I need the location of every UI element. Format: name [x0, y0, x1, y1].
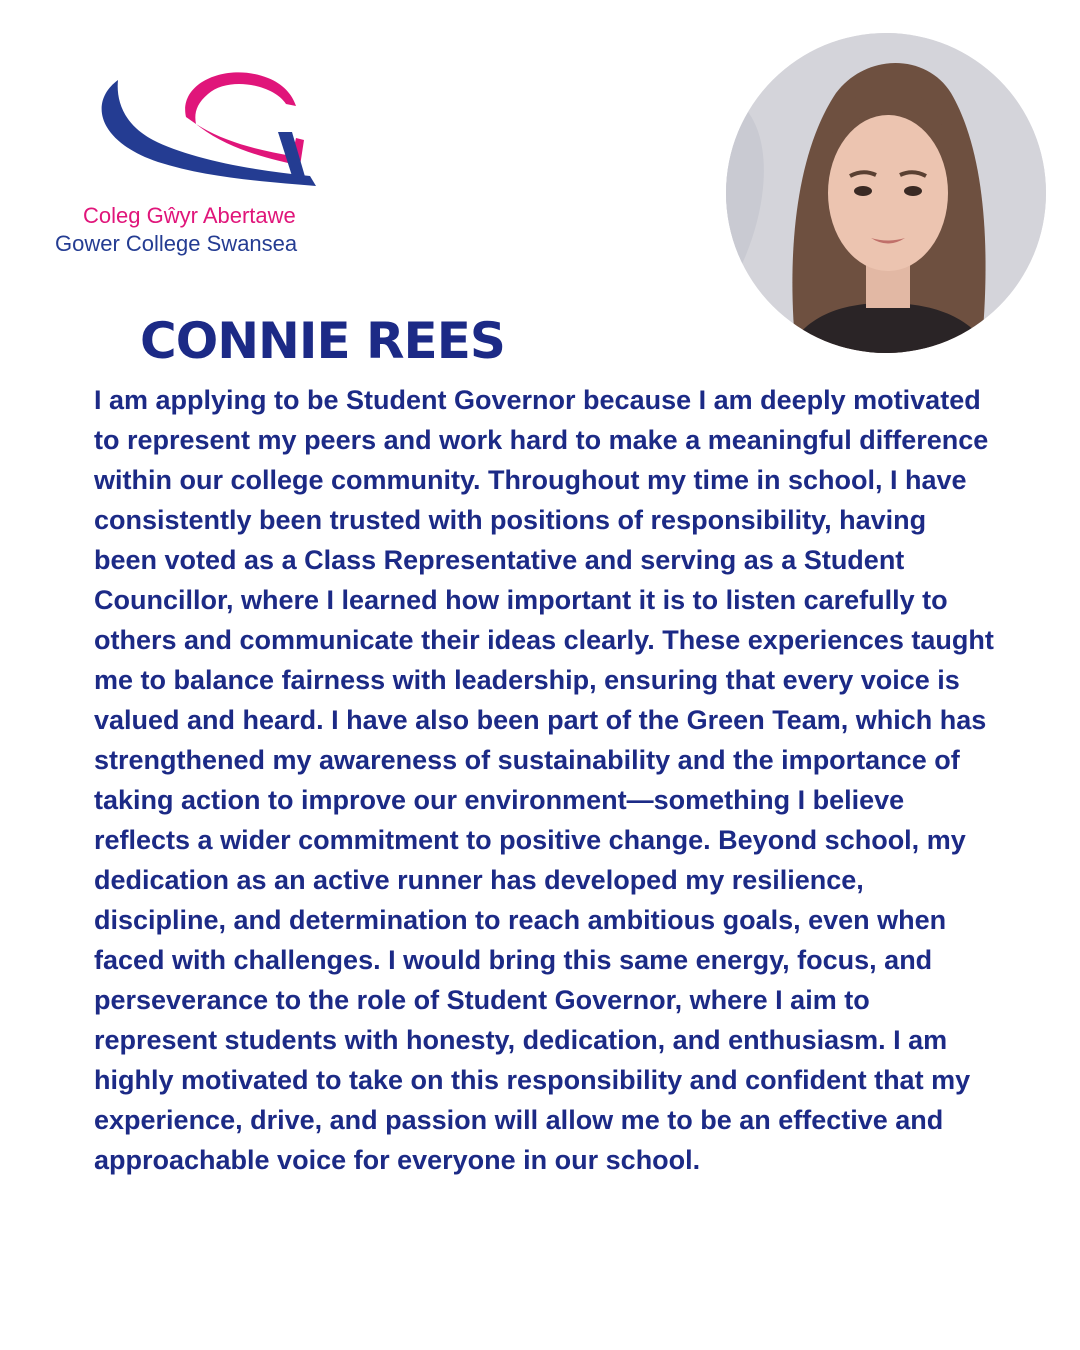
candidate-photo	[726, 33, 1046, 353]
candidate-statement: I am applying to be Student Governor because I am deeply motivated to represent my peers and work hard to make a meaningful difference within our college community. Throughout my time in school, I have consistently been trusted with positions of responsibility, having been voted as a Class Representative and serving as a Student Councillor, where I learned how important it is to listen carefully to others and communicate their ideas clearly. These experiences taught me to balance fairness with leadership, ensuring that every voice is valued and heard. I have also been part of the Green Team, which has strengthened my awareness of sustainability and the importance of taking action to improve our environment—something I believe reflects a wider commitment to positive change. Beyond school, my dedication as an active runner has developed my resilience, discipline, and determination to reach ambitious goals, even when faced with challenges. I would bring this same energy, focus, and perseverance to the role of Student Governor, where I aim to represent students with honesty, dedication, and enthusiasm. I am highly motivated to take on this responsibility and confident that my experience, drive, and passion will allow me to be an effective and approachable voice for everyone in our school.	[94, 385, 994, 1175]
college-logo-icon	[78, 62, 323, 190]
college-logo-mark	[78, 62, 323, 190]
college-name-english: Gower College Swansea	[55, 231, 298, 256]
candidate-name: CONNIE REES	[140, 312, 505, 370]
portrait-icon	[726, 33, 1046, 353]
college-name	[55, 202, 335, 258]
college-name-welsh: Coleg Gŵyr Abertawe	[83, 203, 296, 228]
